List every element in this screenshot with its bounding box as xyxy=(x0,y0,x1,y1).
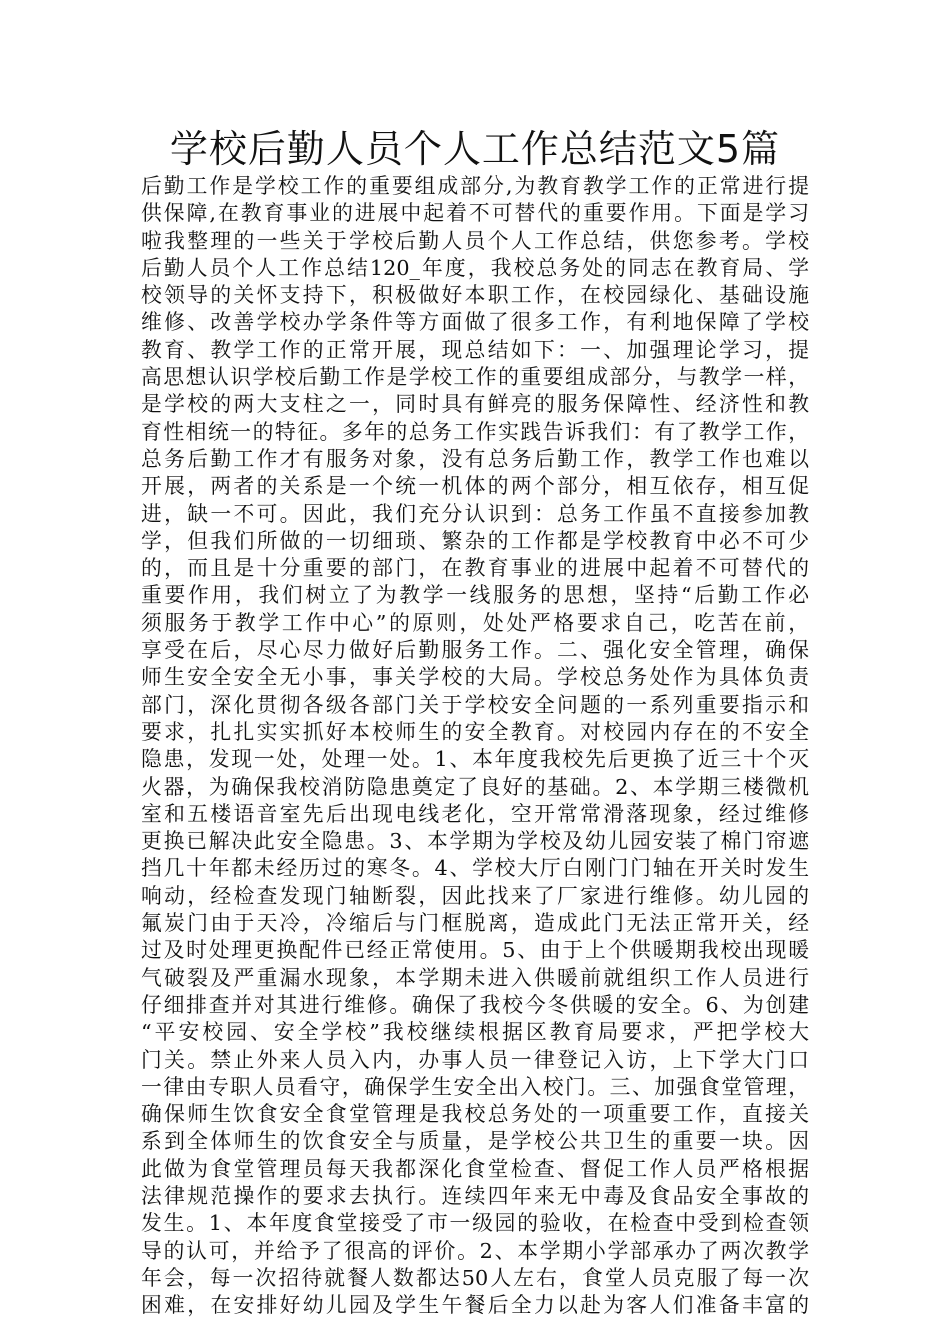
body-line: 一律由专职人员看守，确保学生安全出入校门。三、加强食堂管理， xyxy=(141,1074,809,1099)
body-line: 门关。禁止外来人员入内，办事人员一律登记入访，上下学大门口 xyxy=(141,1047,809,1072)
body-line: 的，而且是十分重要的部门，在教育事业的进展中起着不可替代的 xyxy=(141,556,809,581)
body-line: 部门，深化贯彻各级各部门关于学校安全问题的一系列重要指示和 xyxy=(141,692,809,717)
document-title: 学校后勤人员个人工作总结范文5篇 xyxy=(169,127,781,171)
body-line: 法律规范操作的要求去执行。连续四年来无中毒及食品安全事故的 xyxy=(141,1183,809,1208)
body-line: 要求，扎扎实实抓好本校师生的安全教育。对校园内存在的不安全 xyxy=(141,719,809,744)
body-line: 导的认可，并给予了很高的评价。2、本学期小学部承办了两次教学 xyxy=(141,1238,809,1263)
body-line: 困难，在安排好幼儿园及学生午餐后全力以赴为客人们准备丰富的 xyxy=(141,1293,809,1318)
body-line: “平安校园、安全学校”我校继续根据区教育局要求，严把学校大 xyxy=(141,1020,809,1045)
body-line: 学，但我们所做的一切细琐、繁杂的工作都是学校教育中必不可少 xyxy=(141,528,809,553)
body-line: 维修、改善学校办学条件等方面做了很多工作，有利地保障了学校 xyxy=(141,310,809,335)
body-line: 须服务于教学工作中心”的原则，处处严格要求自己，吃苦在前， xyxy=(141,610,809,635)
body-line: 校领导的关怀支持下，积极做好本职工作，在校园绿化、基础设施 xyxy=(141,283,809,308)
body-line: 供保障,在教育事业的进展中起着不可替代的重要作用。下面是学习 xyxy=(141,201,809,226)
body-line: 火器，为确保我校消防隐患奠定了良好的基础。2、本学期三楼微机 xyxy=(141,774,809,799)
document-body xyxy=(141,173,809,1319)
body-line: 确保师生饮食安全食堂管理是我校总务处的一项重要工作，直接关 xyxy=(141,1102,809,1127)
body-line: 开展，两者的关系是一个统一机体的两个部分，相互依存，相互促 xyxy=(141,474,809,499)
body-line: 挡几十年都未经历过的寒冬。4、学校大厅白刚门门轴在开关时发生 xyxy=(141,856,809,881)
body-line: 育性相统一的特征。多年的总务工作实践告诉我们：有了教学工作， xyxy=(141,419,809,444)
body-line: 教育、教学工作的正常开展，现总结如下：一、加强理论学习，提 xyxy=(141,337,809,362)
body-line: 啦我整理的一些关于学校后勤人员个人工作总结，供您参考。学校 xyxy=(141,228,809,253)
body-line: 重要作用，我们树立了为教学一线服务的思想，坚持“后勤工作必 xyxy=(141,583,809,608)
body-line: 后勤工作是学校工作的重要组成部分,为教育教学工作的正常进行提 xyxy=(141,174,809,198)
body-line: 年会，每一次招待就餐人数都达50人左右，食堂人员克服了每一次 xyxy=(141,1265,809,1290)
body-line: 氟炭门由于天冷，冷缩后与门框脱离，造成此门无法正常开关，经 xyxy=(141,911,809,936)
body-line: 更换已解决此安全隐患。3、本学期为学校及幼儿园安装了棉门帘遮 xyxy=(141,829,809,854)
body-line: 气破裂及严重漏水现象，本学期未进入供暖前就组织工作人员进行 xyxy=(141,965,809,990)
body-line: 享受在后，尽心尽力做好后勤服务工作。二、强化安全管理，确保 xyxy=(141,638,809,663)
body-line: 是学校的两大支柱之一，同时具有鲜亮的服务保障性、经济性和教 xyxy=(141,392,809,417)
body-line: 隐患，发现一处，处理一处。1、本年度我校先后更换了近三十个灭 xyxy=(141,747,809,772)
body-line: 室和五楼语音室先后出现电线老化，空开常常滑落现象，经过维修 xyxy=(141,801,809,826)
body-line: 仔细排查并对其进行维修。确保了我校今冬供暖的安全。6、为创建 xyxy=(141,992,809,1017)
body-line: 进，缺一不可。因此，我们充分认识到：总务工作虽不直接参加教 xyxy=(141,501,809,526)
body-line: 系到全体师生的饮食安全与质量，是学校公共卫生的重要一块。因 xyxy=(141,1129,809,1154)
body-line: 师生安全安全无小事，事关学校的大局。学校总务处作为具体负责 xyxy=(141,665,809,690)
body-line: 响动，经检查发现门轴断裂，因此找来了厂家进行维修。幼儿园的 xyxy=(141,883,809,908)
body-line: 此做为食堂管理员每天我都深化食堂检查、督促工作人员严格根据 xyxy=(141,1156,809,1181)
body-line: 高思想认识学校后勤工作是学校工作的重要组成部分，与教学一样， xyxy=(141,365,809,390)
body-line: 过及时处理更换配件已经正常使用。5、由于上个供暖期我校出现暖 xyxy=(141,938,809,963)
body-line: 后勤人员个人工作总结120_年度，我校总务处的同志在教育局、学 xyxy=(141,255,809,280)
body-line: 总务后勤工作才有服务对象，没有总务后勤工作，教学工作也难以 xyxy=(141,446,809,471)
body-line: 发生。1、本年度食堂接受了市一级园的验收，在检查中受到检查领 xyxy=(141,1211,809,1236)
